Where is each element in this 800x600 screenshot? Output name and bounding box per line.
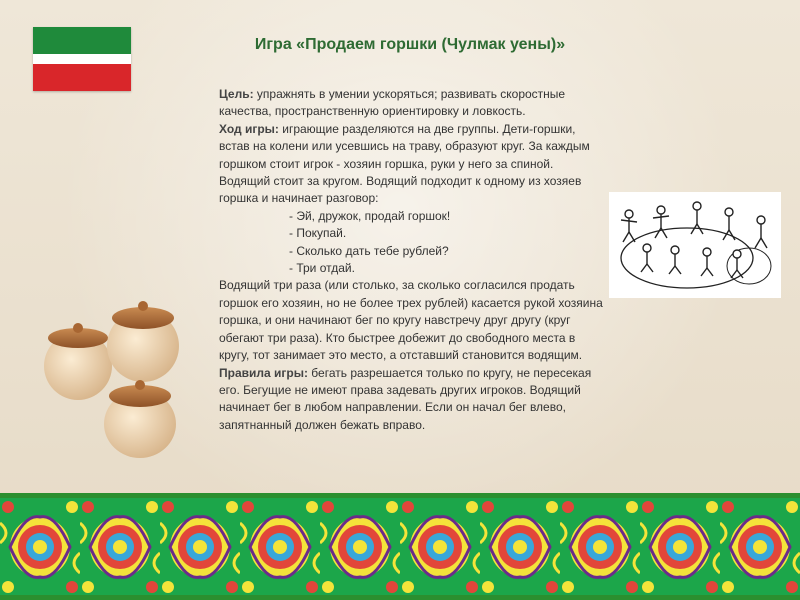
dialogue-line: - Покупай. (289, 226, 347, 241)
goal-text: упражнять в умении ускоряться; развивать скоростные качества, пространственную ориентировку и ловкость. (219, 87, 566, 119)
dialogue-line: - Эй, дружок, продай горшок! (289, 208, 451, 223)
clay-pots-icon (40, 298, 190, 463)
game-description (219, 86, 605, 434)
tatar-ornament-border (0, 493, 800, 600)
dialogue-line: - Сколько дать тебе рублей? (289, 243, 449, 258)
children-playing-illustration (609, 192, 781, 298)
course-text: играющие разделяются на две группы. Дети-горшки, встав на колени или усевшись на траву, образуют круг. За каждым горшком стоит игрок - хозяин горшка, руки у него за спиной. Водящий стоит за кругом. Водящий подходит к одному из хозяев горшка и начинает разговор: (219, 121, 590, 206)
goal-paragraph (219, 86, 605, 121)
dialogue-line: - Три отдай. (289, 261, 355, 276)
goal-label: Цель: (219, 87, 254, 101)
page-title: Игра «Продаем горшки (Чулмак уены)» (254, 36, 566, 53)
course-paragraph-2: Водящий три раза (или столько, за сколько согласился продать горшок его хозяин, но не более трех рублей) касается рукой хозяина горшка, и они начинают бег по кругу навстречу друг другу (круг обегают три раза). Кто быстрее добежит до свободного места в кругу, тот занимает это место, а отставший становится водящим. (219, 278, 603, 363)
rules-paragraph (219, 365, 605, 435)
course-label: Ход игры: (219, 121, 279, 136)
course-paragraph (219, 121, 605, 208)
rules-text: бегать разрешается только по кругу, не пересекая его. Бегущие не имеют права задевать других игроков. Водящий начинает бег в любом направлении. Если он начал бег влево, запятнанный должен бежать вправо. (219, 365, 592, 432)
tatarstan-flag-icon (33, 27, 131, 91)
rules-label: Правила игры: (219, 365, 308, 380)
